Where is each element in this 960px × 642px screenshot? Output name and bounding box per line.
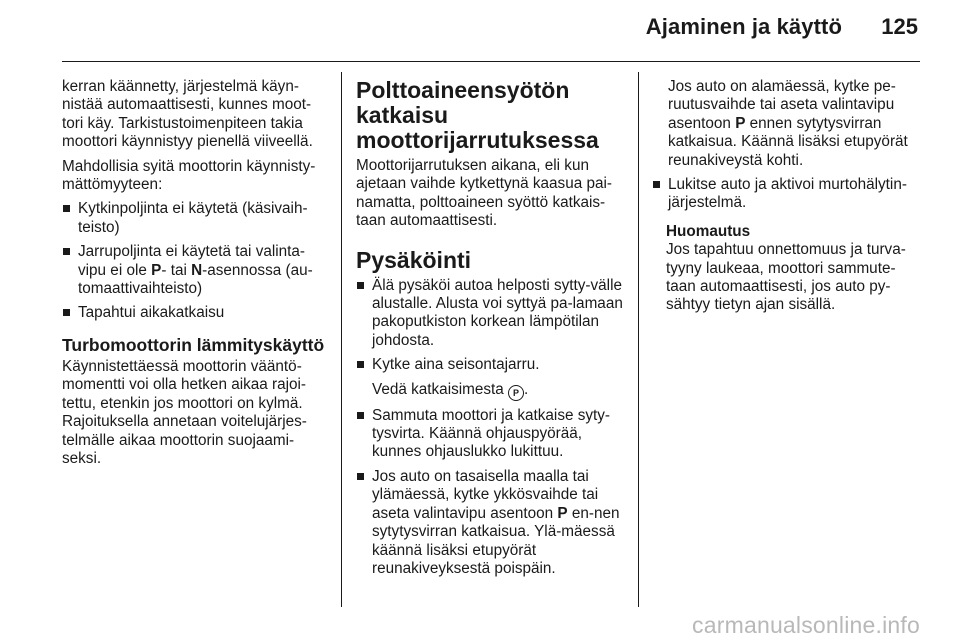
heading-parking: Pysäköinti xyxy=(356,246,472,273)
note-body: Jos tapahtuu onnettomuus ja turva-tyyny laukeaa, moottori sammute-taan automaattisesti, jos auto py-sähtyy tietyn ajan sisällä. xyxy=(666,241,906,314)
list-item-continuation: Jos auto on alamäessä, kytke pe-ruutusvaihde tai aseta valintavipu asentoon P ennen sytytysvirran katkaisua. Käännä lisäksi etupyörät reunakiveystä kohti. xyxy=(668,78,908,169)
column-1 xyxy=(62,78,328,474)
list-item: Kytke aina seisontajarru. xyxy=(356,356,624,374)
column-3 xyxy=(652,78,924,315)
list-item: Jarrupoljinta ei käytetä tai valinta-vipu ei ole P- tai N-asennossa (au-tomaattivaihteisto) xyxy=(62,243,328,298)
heading-fuel-cutoff: Polttoaineensyötön katkaisu moottorijarrutuksessa xyxy=(356,77,599,153)
column-divider-2 xyxy=(638,72,639,607)
paragraph-fuel-cutoff: Moottorijarrutuksen aikana, eli kun ajetaan vaihde kytkettynä kaasua pai-namatta, polttoaineen syöttö katkais-taan automaattisesti. xyxy=(356,157,612,230)
list-item: Kytkinpoljinta ei käytetä (käsivaih-teisto) xyxy=(62,200,328,237)
bullet-square-icon xyxy=(357,473,364,480)
note-title: Huomautus xyxy=(666,222,751,240)
bullet-square-icon xyxy=(63,309,70,316)
column-divider-1 xyxy=(341,72,342,607)
bullet-square-icon xyxy=(357,412,364,419)
bullet-square-icon xyxy=(357,361,364,368)
parking-brake-icon: P xyxy=(508,385,524,401)
bullet-square-icon xyxy=(63,248,70,255)
header-rule xyxy=(62,61,920,62)
page-number: 125 xyxy=(881,14,918,39)
paragraph-turbo: Käynnistettäessä moottorin vääntö-momentti voi olla hetken aikaa rajoi-tettu, etenkin jos moottori on kylmä. Rajoituksella annetaan voitelujärjes-telmälle aikaa moottorin suojaami-seksi. xyxy=(62,357,307,467)
paragraph-restart: kerran käännetty, järjestelmä käyn-nistää automaattisesti, kunnes moot-tori käy. Tarkistustoimenpiteen takia moottori käynnistyy pienellä viiveellä. xyxy=(62,78,313,151)
list-item: Älä pysäköi autoa helposti sytty-välle alustalle. Alusta voi syttyä pa-lamaan pakoputkiston korkean lämpötilan johdosta. xyxy=(356,277,624,351)
bullet-square-icon xyxy=(653,181,660,188)
page-header xyxy=(0,0,960,62)
list-item: Tapahtui aikakatkaisu xyxy=(62,304,328,322)
section-title: Ajaminen ja käyttö xyxy=(645,14,842,39)
list-item: Jos auto on tasaisella maalla tai ylämäessä, kytke ykkösvaihde tai aseta valintavipu asentoon P en-nen sytytysvirran katkaisua. Ylä-mäessä käännä lisäksi etupyörät reunakiveyksestä poispäin. xyxy=(356,468,624,578)
paragraph-causes: Mahdollisia syitä moottorin käynnisty-mättömyyteen: xyxy=(62,157,316,194)
parking-brake-instruction: Vedä katkaisimesta P . xyxy=(356,381,624,401)
watermark: carmanualsonline.info xyxy=(692,612,920,638)
bullet-square-icon xyxy=(63,205,70,212)
bullet-square-icon xyxy=(357,282,364,289)
column-2 xyxy=(356,78,624,584)
list-item: Lukitse auto ja aktivoi murtohälytin-järjestelmä. xyxy=(652,176,924,213)
list-item: Sammuta moottori ja katkaise syty-tysvirta. Käännä ohjauspyörää, kunnes ohjauslukko lukittuu. xyxy=(356,407,624,462)
heading-turbo: Turbomoottorin lämmityskäyttö xyxy=(62,334,325,355)
